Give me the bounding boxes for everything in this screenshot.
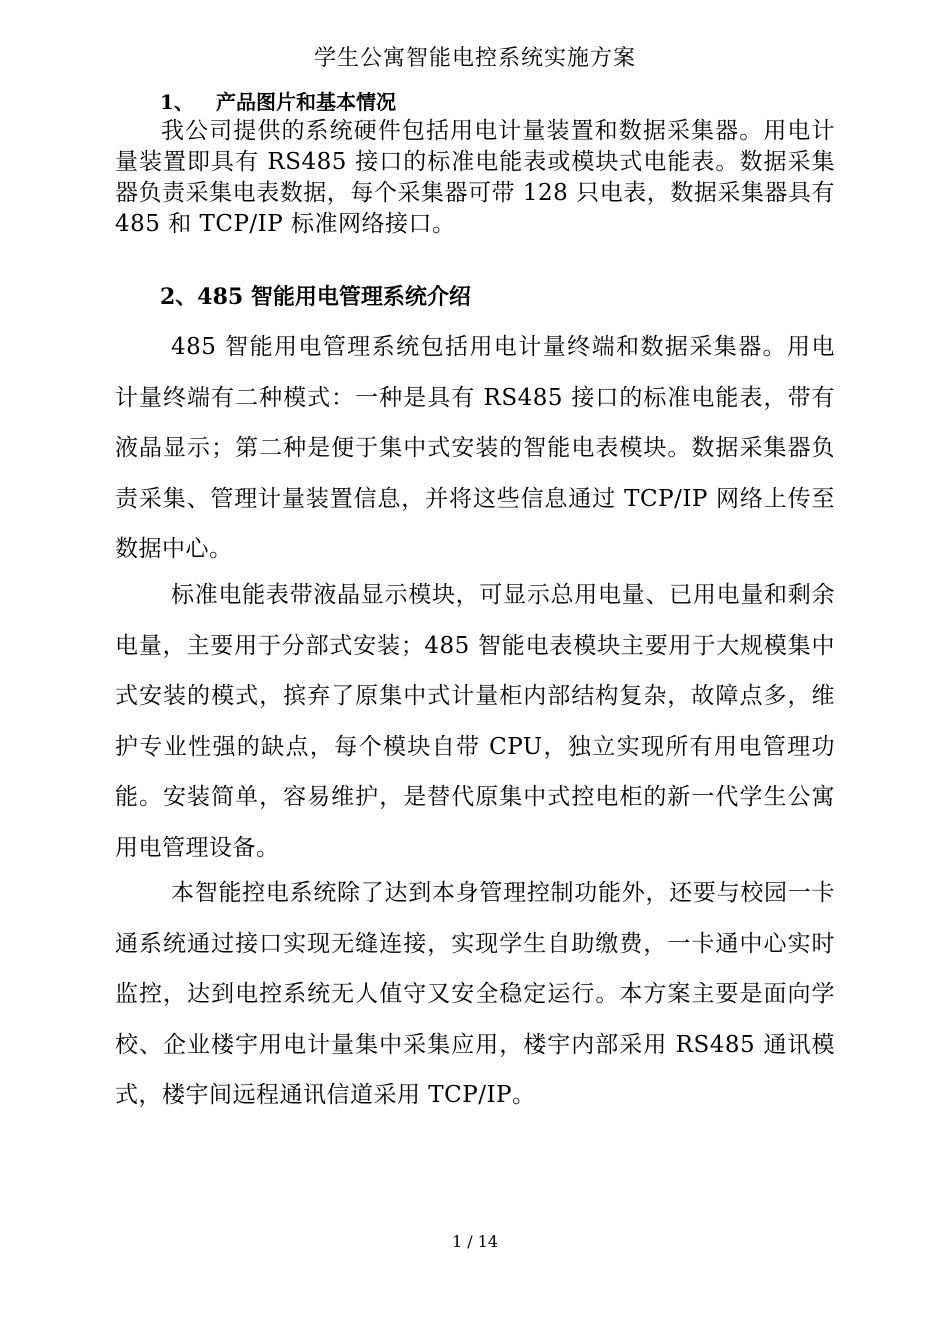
section-1-title: 产品图片和基本情况 [216, 90, 396, 114]
section-1-number: 1、 [160, 90, 194, 114]
document-title: 学生公寓智能电控系统实施方案 [313, 46, 636, 71]
section-2-heading: 2、485 智能用电管理系统介绍 [160, 284, 471, 310]
page-number: 1 / 14 [451, 1232, 499, 1251]
section-2-paragraph-2: 标准电能表带液晶显示模块，可显示总用电量、已用电量和剩余电量，主要用于分部式安装；485 智能电表模块主要用于大规模集中式安装的模式，摈弃了原集中式计量柜内部结构复杂，故障点多，维护专业性强的缺点，每个模块自带 CPU，独立实现所有用电管理功能。安装简单，容易维护，是替代原集中式控电柜的新一代学生公寓用电管理设备。 [115, 582, 835, 861]
section-2-paragraph-1: 485 智能用电管理系统包括用电计量终端和数据采集器。用电计量终端有二种模式：一种是具有 RS485 接口的标准电能表，带有液晶显示；第二种是便于集中式安装的智能电表模块。数据采集器负责采集、管理计量装置信息，并将这些信息通过 TCP/IP 网络上传至数据中心。 [115, 334, 835, 562]
section-2-paragraph-3: 本智能控电系统除了达到本身管理控制功能外，还要与校园一卡通系统通过接口实现无缝连接，实现学生自助缴费，一卡通中心实时监控，达到电控系统无人值守又安全稳定运行。本方案主要是面向学校、企业楼宇用电计量集中采集应用，楼宇内部采用 RS485 通讯模式，楼宇间远程通讯信道采用 TCP/IP。 [115, 880, 835, 1108]
section-1-heading [160, 88, 396, 116]
section-1-paragraph: 我公司提供的系统硬件包括用电计量装置和数据采集器。用电计量装置即具有 RS485 接口的标准电能表或模块式电能表。数据采集器负责采集电表数据，每个采集器可带 128 只电表，数据采集器具有 485 和 TCP/IP 标准网络接口。 [115, 118, 835, 237]
